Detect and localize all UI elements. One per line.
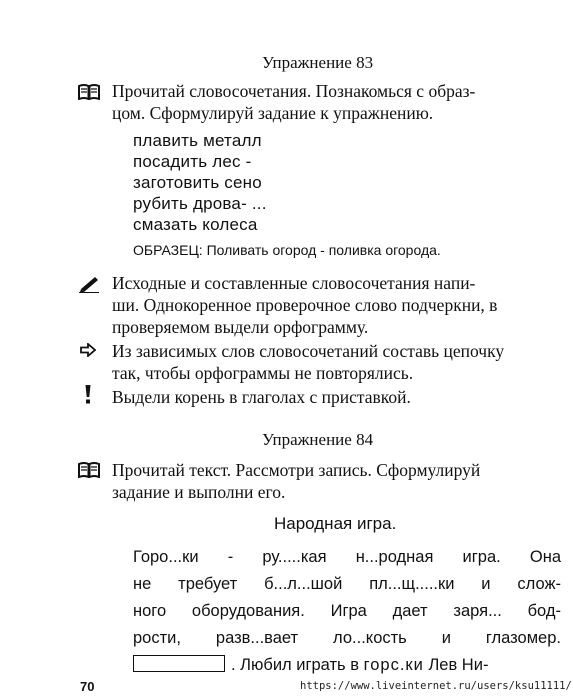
ex83-task1-line1: Прочитай словосочетания. Познакомься с образ- — [112, 81, 476, 101]
text-title: Народная игра. — [274, 514, 397, 533]
text-line-5-c: Лев Ни- — [428, 656, 489, 674]
sample-line: ОБРАЗЕЦ: Поливать огород - поливка огорода. — [133, 242, 441, 258]
ex83-task1-line2: цом. Сформулируй задание к упражнению. — [112, 103, 434, 123]
source-url: https://www.liveinternet.ru/users/ksu11111/ — [300, 680, 572, 692]
ex83-task3-line2: так, чтобы орфограммы не повторялись. — [112, 363, 414, 383]
page-number: 70 — [80, 679, 95, 694]
ex84-task1-line1: Прочитай текст. Рассмотри запись. Сформулируй — [112, 460, 481, 480]
ex84-task1-line2: задание и выполни его. — [112, 482, 286, 502]
pencil-icon — [78, 275, 100, 293]
text-line-5-a: . Любил играть в — [231, 656, 359, 674]
text-line-2: не требует б...л...шой пл...щ.....ки и слож- — [133, 575, 561, 593]
exercise-84-title: Упражнение 84 — [262, 430, 374, 449]
book-icon — [78, 84, 100, 100]
phrase-4: рубить дрова- ... — [133, 194, 267, 213]
book-icon — [78, 462, 100, 478]
text-line-3: ного оборудования. Игра дает заря... бод- — [133, 602, 561, 620]
text-line-4: рости, разв...вает ло...кость и глазомер. — [133, 629, 561, 647]
text-line-5 — [133, 652, 488, 679]
ex83-task2-line3: проверяемом выдели орфограмму. — [112, 317, 369, 337]
text-line-5-b: горс.ки — [363, 656, 424, 674]
answer-blank-box — [133, 655, 225, 672]
ex83-task2-line1: Исходные и составленные словосочетания напи- — [112, 273, 476, 293]
ex83-task3-line1: Из зависимых слов словосочетаний составь цепочку — [112, 341, 505, 361]
phrase-5: смазать колеса — [133, 215, 258, 234]
ex83-task2-line2: ши. Однокоренное проверочное слово подчеркни, в — [112, 295, 498, 315]
ex83-task4: Выдели корень в глаголах с приставкой. — [112, 387, 411, 407]
exclamation-icon — [84, 384, 92, 404]
phrase-3: заготовить сено — [133, 173, 262, 192]
phrase-2: посадить лес - — [133, 152, 252, 171]
exercise-83-title: Упражнение 83 — [262, 53, 374, 72]
arrow-right-icon — [80, 343, 96, 357]
phrase-1: плавить металл — [133, 131, 262, 150]
text-line-1: Горо...ки - ру.....кая н...родная игра. Она — [133, 548, 561, 566]
